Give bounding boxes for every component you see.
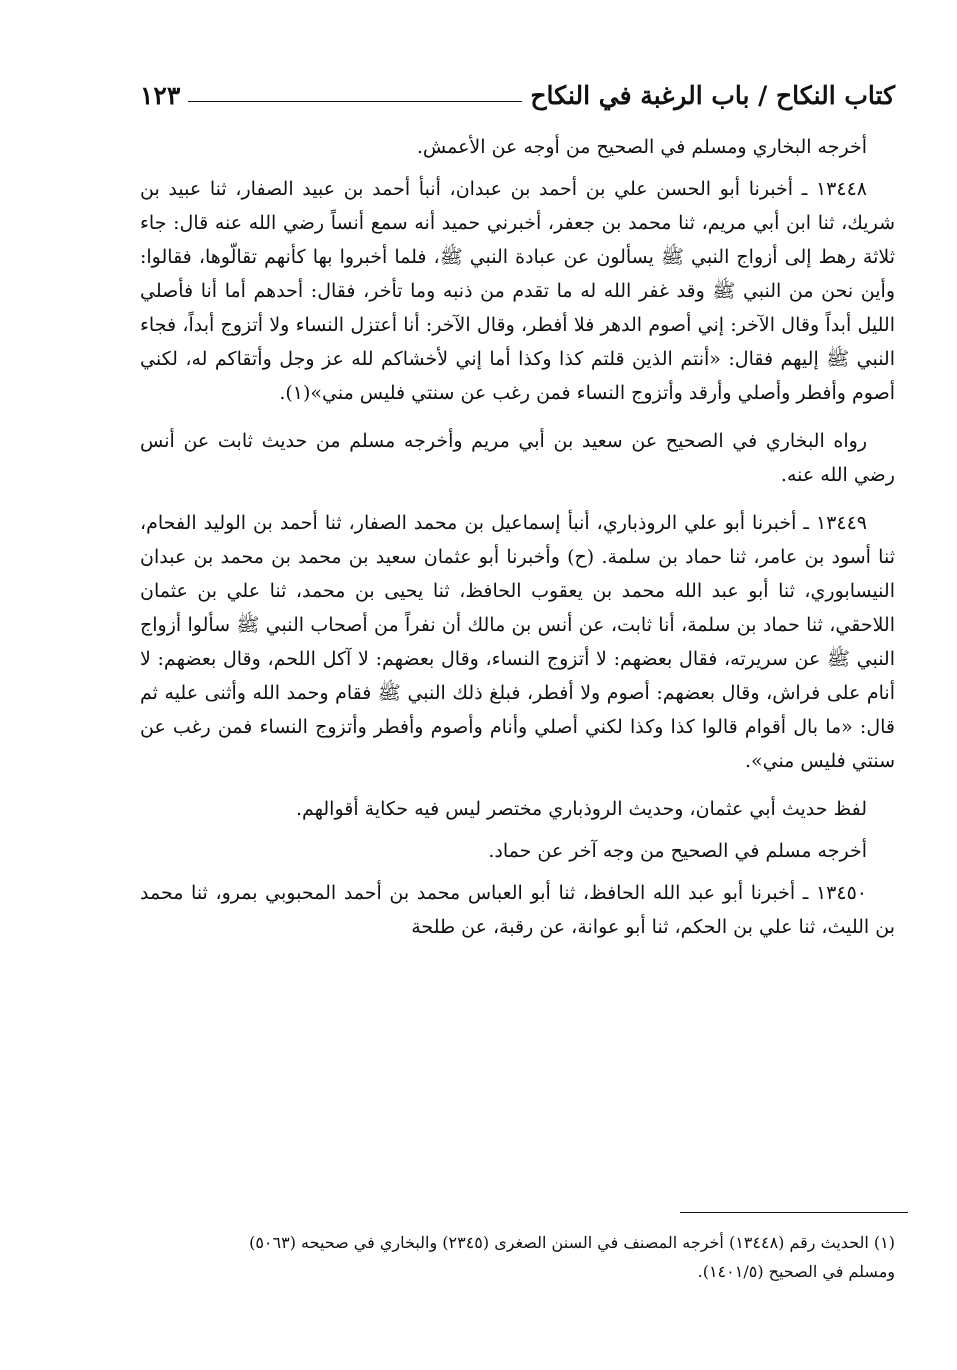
footnotes	[140, 1228, 895, 1286]
main-text	[140, 130, 895, 952]
footnote-line: (١) الحديث رقم (١٣٤٤٨) أخرجه المصنف في السنن الصغرى (٢٣٤٥) والبخاري في صحيحه (٥٠٦٣)	[249, 1233, 895, 1252]
running-header	[140, 70, 895, 110]
header-rule	[188, 101, 522, 102]
footnote-line: ومسلم في الصحيح (١٤٠١/٥).	[697, 1262, 895, 1281]
paragraph-takhrij-3: أخرجه مسلم في الصحيح من وجه آخر عن حماد.	[488, 840, 867, 862]
hadith-13450: ١٣٤٥٠ ـ أخبرنا أبو عبد الله الحافظ، ثنا أبو العباس محمد بن أحمد المحبوبي بمرو، ثنا محمد بن الليث، ثنا علي بن الحكم، ثنا أبو عوانة، عن رقبة، عن طلحة	[140, 882, 895, 938]
paragraph-note: لفظ حديث أبي عثمان، وحديث الروذباري مختصر ليس فيه حكاية أقوالهم.	[295, 798, 867, 820]
paragraph-takhrij-1: أخرجه البخاري ومسلم في الصحيح من أوجه عن الأعمش.	[416, 136, 867, 158]
footnote-separator	[680, 1212, 908, 1213]
chapter-title: كتاب النكاح / باب الرغبة في النكاح	[530, 81, 895, 110]
hadith-13449: ١٣٤٤٩ ـ أخبرنا أبو علي الروذباري، أنبأ إسماعيل بن محمد الصفار، ثنا أحمد بن الوليد الفحام، ثنا أسود بن عامر، ثنا حماد بن سلمة. (ح) وأخبرنا أبو عثمان سعيد بن محمد بن محمد بن عبدان النيسابوري، ثنا أبو عبد الله محمد بن يعقوب الحافظ، ثنا يحيى بن محمد، ثنا علي بن عثمان اللاحقي، ثنا حماد بن سلمة، أنا ثابت، عن أنس بن مالك أن نفراً من أصحاب النبي ﷺ سألوا أزواج النبي ﷺ عن سريرته، فقال بعضهم: لا أتزوج النساء، وقال بعضهم: لا آكل اللحم، وقال بعضهم: لا أنام على فراش، وقال بعضهم: أصوم ولا أفطر، فبلغ ذلك النبي ﷺ فقام وحمد الله وأثنى عليه ثم قال: «ما بال أقوام قالوا كذا وكذا لكني أصلي وأنام وأصوم وأفطر وأتزوج النساء فمن رغب عن سنتي فليس مني».	[140, 512, 895, 772]
paragraph-takhrij-2: رواه البخاري في الصحيح عن سعيد بن أبي مريم وأخرجه مسلم من حديث ثابت عن أنس رضي الله عنه.	[140, 430, 895, 486]
page-number: ١٢٣	[140, 81, 181, 110]
hadith-13448: ١٣٤٤٨ ـ أخبرنا أبو الحسن علي بن أحمد بن عبدان، أنبأ أحمد بن عبيد الصفار، ثنا عبيد بن شريك، ثنا ابن أبي مريم، ثنا محمد بن جعفر، أخبرني حميد أنه سمع أنساً رضي الله عنه قال: جاء ثلاثة رهط إلى أزواج النبي ﷺ يسألون عن عبادة النبي ﷺ، فلما أخبروا بها كأنهم تقالّوها، فقالوا: وأين نحن من النبي ﷺ وقد غفر الله له ما تقدم من ذنبه وما تأخر، فقال: أحدهم أما أنا فأصلي الليل أبداً وقال الآخر: إني أصوم الدهر فلا أفطر، وقال الآخر: أنا أعتزل النساء ولا أتزوج أبداً، فجاء النبي ﷺ إليهم فقال: «أنتم الذين قلتم كذا وكذا أما إني لأخشاكم لله عز وجل وأتقاكم له، لكني أصوم وأفطر وأصلي وأرقد وأتزوج النساء فمن رغب عن سنتي فليس مني»(١).	[140, 178, 895, 404]
